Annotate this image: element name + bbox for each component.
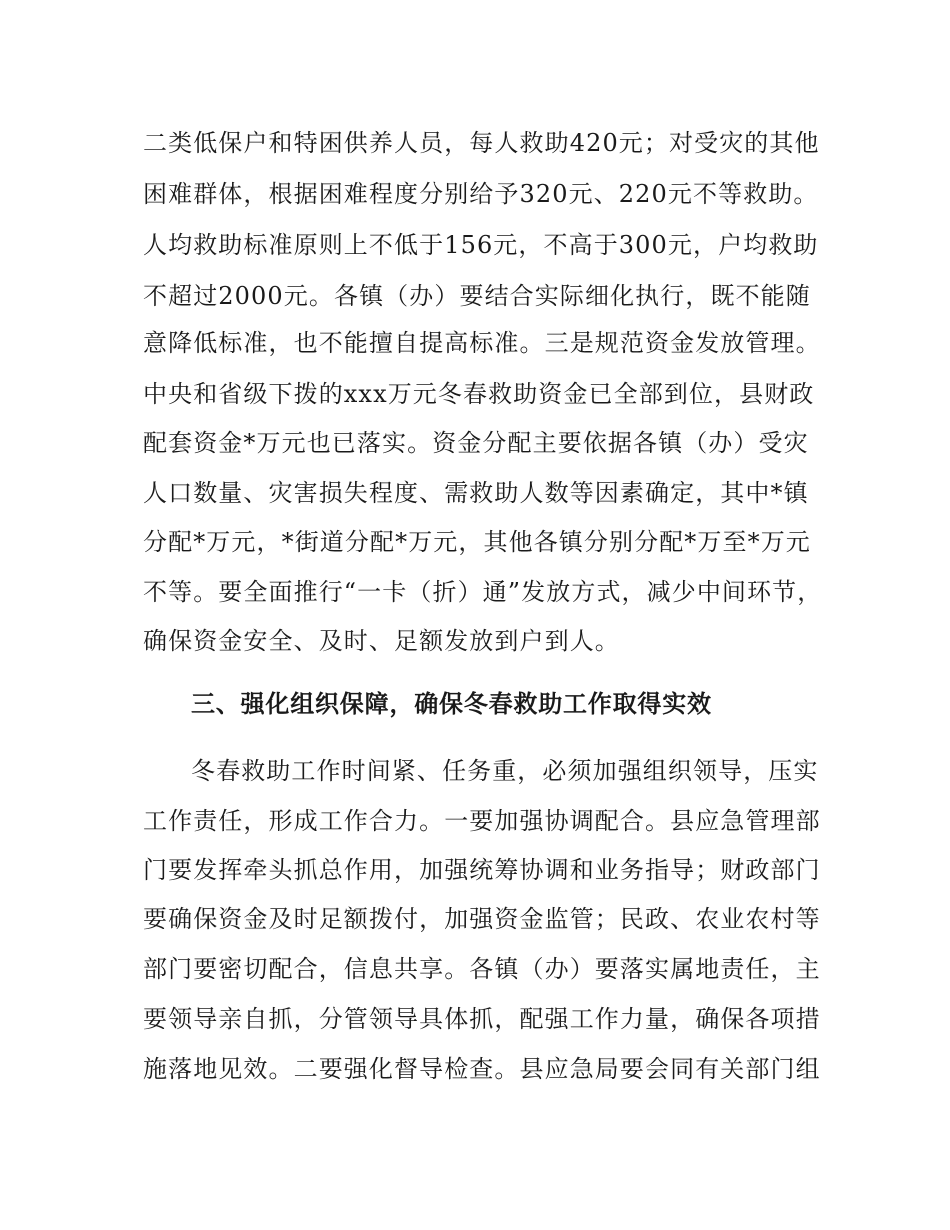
paragraph-line: 人均救助标准原则上不低于156元，不高于300元，户均救助 bbox=[143, 231, 819, 259]
paragraph-line: 门要发挥牵头抓总作用，加强统筹协调和业务指导；财政部门 bbox=[143, 856, 821, 884]
paragraph-line: 分配*万元，*街道分配*万元，其他各镇分别分配*万至*万元 bbox=[143, 528, 811, 556]
section-heading: 三、强化组织保障，确保冬春救助工作取得实效 bbox=[191, 690, 712, 718]
paragraph-line: 中央和省级下拨的xxx万元冬春救助资金已全部到位，县财政 bbox=[143, 380, 815, 408]
paragraph-line: 配套资金*万元也已落实。资金分配主要依据各镇（办）受灾 bbox=[143, 429, 809, 457]
paragraph-line: 二类低保户和特困供养人员，每人救助420元；对受灾的其他 bbox=[143, 129, 820, 157]
paragraph-line: 不等。要全面推行“一卡（折）通”发放方式，减少中间环节， bbox=[143, 578, 823, 606]
paragraph-line: 要领导亲自抓，分管领导具体抓，配强工作力量，确保各项措 bbox=[143, 1005, 821, 1033]
paragraph-line: 工作责任，形成工作合力。一要加强协调配合。县应急管理部 bbox=[143, 807, 821, 835]
paragraph-line: 施落地见效。二要强化督导检查。县应急局要会同有关部门组 bbox=[143, 1055, 821, 1083]
paragraph-line: 人口数量、灾害损失程度、需救助人数等因素确定，其中*镇 bbox=[143, 479, 809, 507]
paragraph-line: 部门要密切配合，信息共享。各镇（办）要落实属地责任，主 bbox=[143, 955, 821, 983]
paragraph-line: 不超过2000元。各镇（办）要结合实际细化执行，既不能随 bbox=[143, 282, 811, 310]
paragraph-line: 要确保资金及时足额拨付，加强资金监管；民政、农业农村等 bbox=[143, 905, 821, 933]
paragraph-line: 冬春救助工作时间紧、任务重，必须加强组织领导，压实 bbox=[191, 757, 819, 785]
paragraph-line: 意降低标准，也不能擅自提高标准。三是规范资金发放管理。 bbox=[143, 329, 821, 357]
paragraph-line: 困难群体，根据困难程度分别给予320元、220元不等救助。 bbox=[143, 180, 819, 208]
paragraph-line: 确保资金安全、及时、足额发放到户到人。 bbox=[143, 627, 620, 655]
